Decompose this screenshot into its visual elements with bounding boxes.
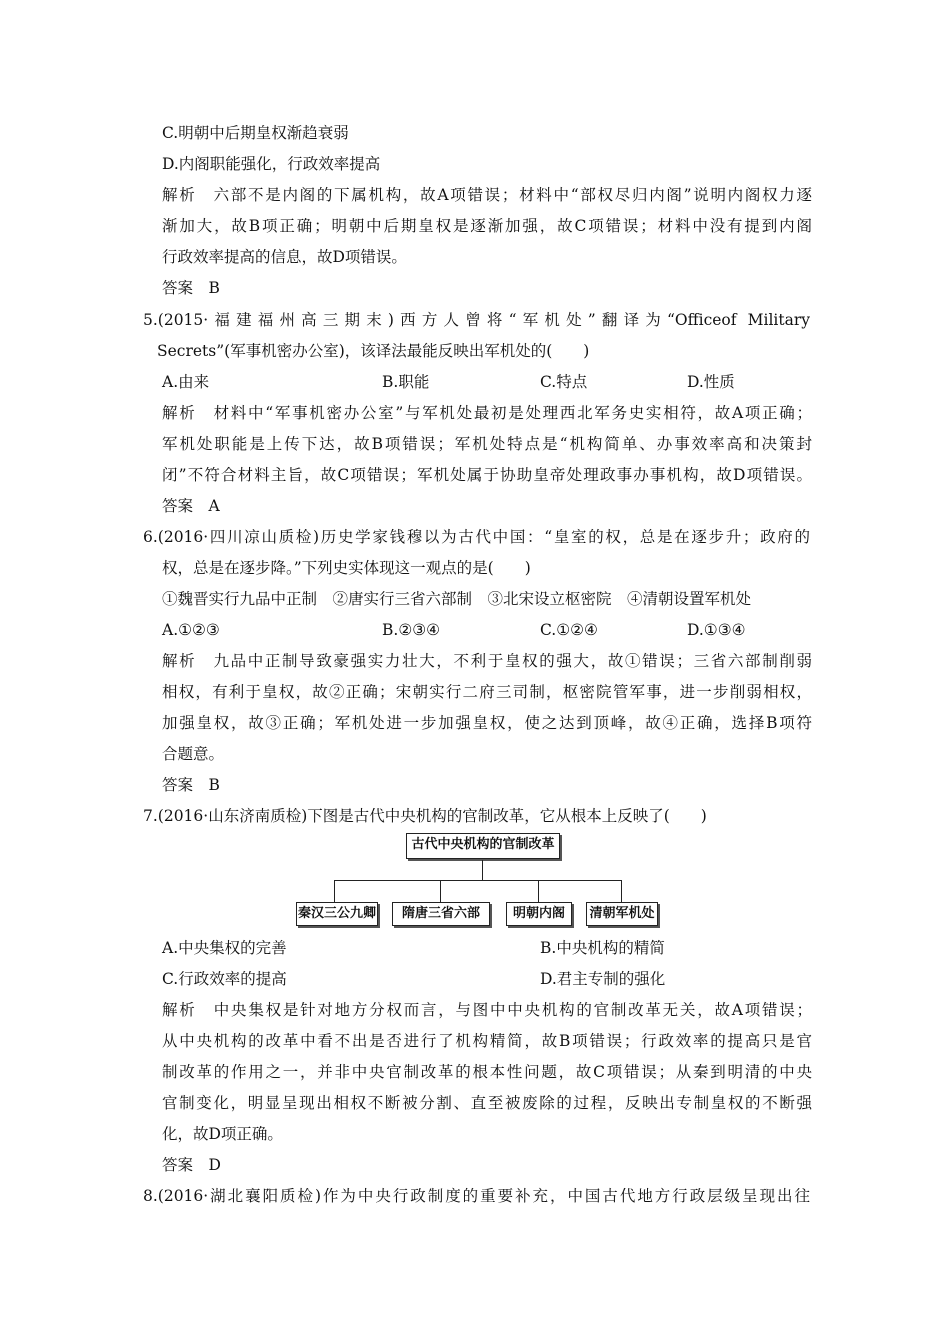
diagram-title-box: 古代中央机构的官制改革 — [406, 833, 560, 859]
q6-option-d: D.①③④ — [687, 621, 746, 639]
q7-analysis-line: 从中央机构的改革中看不出是否进行了机构精简，故B项错误；行政效率的提高只是官 — [162, 1032, 812, 1050]
q6-analysis-line: 合题意。 — [162, 745, 225, 763]
q7-option-b: B.中央机构的精简 — [540, 939, 665, 957]
q6-answer: 答案 B — [162, 776, 220, 794]
connector-line — [334, 880, 621, 881]
q5-analysis-line: 军机处职能是上传下达，故B项错误；军机处特点是“机构简单、办事效率高和决策封 — [162, 435, 812, 453]
q6-stem-line: 6.(2016·四川凉山质检)历史学家钱穆以为古代中国：“皇室的权，总是在逐步升；政府的 — [143, 528, 810, 546]
q7-option-c: C.行政效率的提高 — [162, 970, 287, 988]
connector-line — [621, 880, 622, 902]
q7-option-d: D.君主专制的强化 — [540, 970, 666, 988]
q6-analysis-line: 加强皇权，故③正确；军机处进一步加强皇权，使之达到顶峰，故④正确，选择B项符 — [162, 714, 812, 732]
q7-analysis-line: 解析 中央集权是针对地方分权而言，与图中中央机构的官制改革无关，故A项错误； — [162, 1001, 812, 1019]
connector-line — [334, 880, 335, 902]
q5-analysis-line: 闭”不符合材料主旨，故C项错误；军机处属于协助皇帝处理政事办事机构，故D项错误。 — [162, 466, 812, 484]
q4-answer: 答案 B — [162, 279, 220, 297]
connector-line — [482, 860, 483, 880]
connector-line — [538, 880, 539, 902]
q4-analysis-line: 渐加大，故B项正确；明朝中后期皇权是逐渐加强，故C项错误；材料中没有提到内阁 — [162, 217, 812, 235]
q7-analysis-line: 官制变化，明显呈现出相权不断被分割、直至被废除的过程，反映出专制皇权的不断强 — [162, 1094, 812, 1112]
diagram-node: 隋唐三省六部 — [392, 902, 490, 926]
q5-analysis-line: 解析 材料中“军事机密办公室”与军机处最初是处理西北军务史实相符，故A项正确； — [162, 404, 812, 422]
q5-option-d: D.性质 — [687, 373, 735, 391]
q7-analysis-line: 化，故D项正确。 — [162, 1125, 283, 1143]
diagram-node: 明朝内阁 — [506, 902, 572, 926]
q5-answer: 答案 A — [162, 497, 220, 515]
q4-option-c: C.明朝中后期皇权渐趋衰弱 — [162, 124, 349, 142]
q5-option-a: A.由来 — [162, 373, 210, 391]
q7-option-a: A.中央集权的完善 — [162, 939, 287, 957]
connector-line — [440, 880, 441, 902]
q4-option-d: D.内阁职能强化，行政效率提高 — [162, 155, 381, 173]
q5-option-c: C.特点 — [540, 373, 588, 391]
org-diagram — [296, 830, 655, 928]
q4-analysis-line: 解析 六部不是内阁的下属机构，故A项错误；材料中“部权尽归内阁”说明内阁权力逐 — [162, 186, 812, 204]
q5-stem-line: Secrets”(军事机密办公室)，该译法最能反映出军机处的( ) — [157, 342, 590, 360]
q4-analysis-line: 行政效率提高的信息，故D项错误。 — [162, 248, 407, 266]
q5-option-b: B.职能 — [382, 373, 430, 391]
q6-analysis-line: 相权，有利于皇权，故②正确；宋朝实行二府三司制，枢密院管军事，进一步削弱相权， — [162, 683, 812, 701]
q5-stem-line: 5.(2015·福建福州高三期末)西方人曾将“军机处”翻译为“Officeof Military — [143, 311, 810, 329]
q6-analysis-line: 解析 九品中正制导致豪强实力壮大，不利于皇权的强大，故①错误；三省六部制削弱 — [162, 652, 812, 670]
q6-option-c: C.①②④ — [540, 621, 598, 639]
q6-option-b: B.②③④ — [382, 621, 441, 639]
q7-stem: 7.(2016·山东济南质检)下图是古代中央机构的官制改革，它从根本上反映了( ) — [143, 807, 707, 825]
q8-stem: 8.(2016·湖北襄阳质检)作为中央行政制度的重要补充，中国古代地方行政层级呈现出往 — [143, 1187, 810, 1205]
q7-answer: 答案 D — [162, 1156, 221, 1174]
q6-stem-line: 权，总是在逐步降。”下列史实体现这一观点的是( ) — [162, 559, 531, 577]
q6-option-a: A.①②③ — [162, 621, 220, 639]
diagram-node: 秦汉三公九卿 — [296, 902, 378, 926]
q6-items: ①魏晋实行九品中正制 ②唐实行三省六部制 ③北宋设立枢密院 ④清朝设置军机处 — [162, 590, 752, 608]
q7-analysis-line: 制改革的作用之一，并非中央官制改革的根本性问题，故C项错误；从秦到明清的中央 — [162, 1063, 812, 1081]
diagram-node: 清朝军机处 — [586, 902, 658, 926]
